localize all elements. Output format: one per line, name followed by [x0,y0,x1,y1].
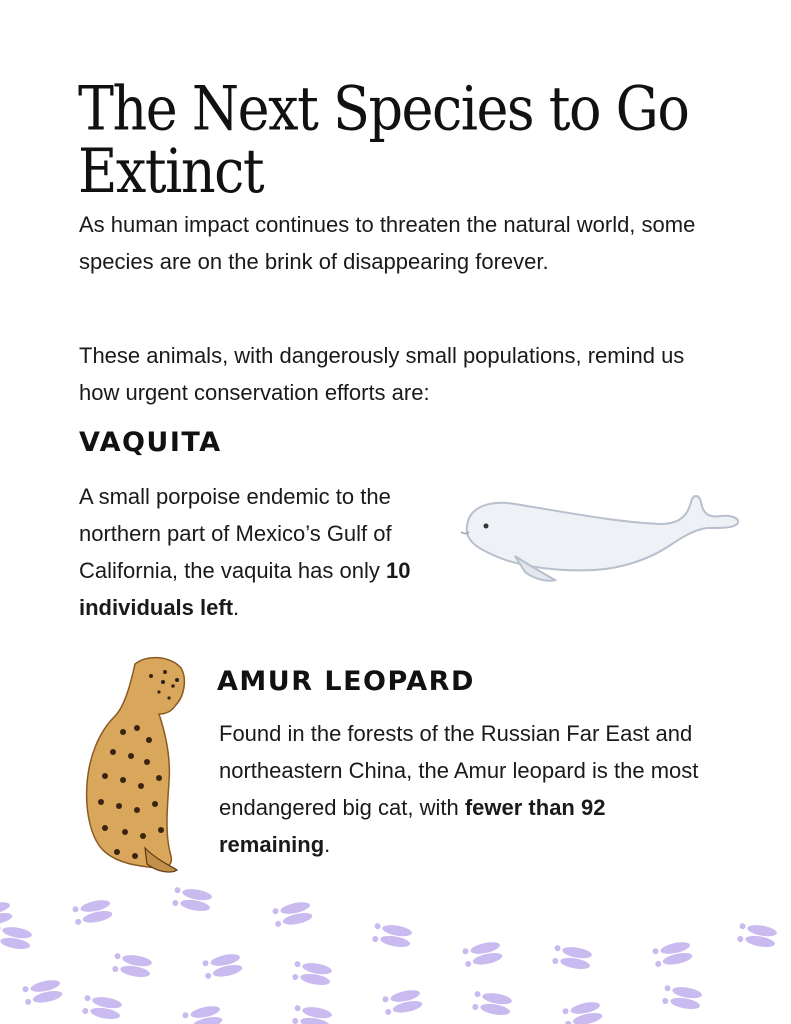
hoof-print-icon [472,990,513,1017]
vaquita-count: 10 individuals left [79,558,411,620]
hoof-print-icon [292,960,333,987]
hoof-print-icon [372,922,413,949]
intro-paragraph-1: As human impact continues to threaten the natural world, some species are on the brink of disappearing forever. [79,212,696,274]
vaquita-heading: VAQUITA [79,427,222,458]
hoof-print-icon [737,922,778,949]
vaquita-text: A small porpoise endemic to the northern part of Mexico’s Gulf of California, the vaquita has only [79,484,392,583]
hoof-print-icon [202,952,244,980]
hoof-print-icon [22,978,64,1006]
hoof-print-icon [0,900,13,928]
hoof-print-icon [72,898,114,926]
amur-leopard-heading: AMUR LEOPARD [217,666,475,697]
hoof-print-icon [112,952,153,979]
whale-illustration [455,488,745,588]
vaquita-text-end: . [233,595,240,620]
amur-leopard-description [219,715,699,863]
page-title: The Next Species to Go Extinct [78,73,689,207]
hoof-print-icon [172,886,213,913]
intro-paragraph-2: These animals, with dangerously small populations, remind us how urgent conservation efforts are: [79,343,685,405]
hoof-print-icon [552,944,593,971]
hoof-print-icon [272,900,314,928]
animal-tracks-pattern [0,880,791,1024]
amur-leopard-text: Found in the forests of the Russian Far East and northeastern China, the Amur leopard is the most endangered big cat, with [219,721,699,820]
vaquita-description [79,478,459,626]
hoof-print-icon [182,1004,224,1024]
hoof-print-icon [382,988,424,1016]
hoof-print-icon [662,984,703,1011]
hoof-print-icon [462,940,504,968]
leopard-illustration [75,652,195,877]
hoof-print-icon [562,1000,604,1024]
hoof-print-icon [292,1004,333,1024]
amur-leopard-text-end: . [324,832,331,857]
hoof-print-icon [652,940,694,968]
hoof-print-icon [0,924,33,951]
amur-leopard-count: fewer than 92 remaining [219,795,606,857]
hoof-print-icon [82,994,123,1021]
